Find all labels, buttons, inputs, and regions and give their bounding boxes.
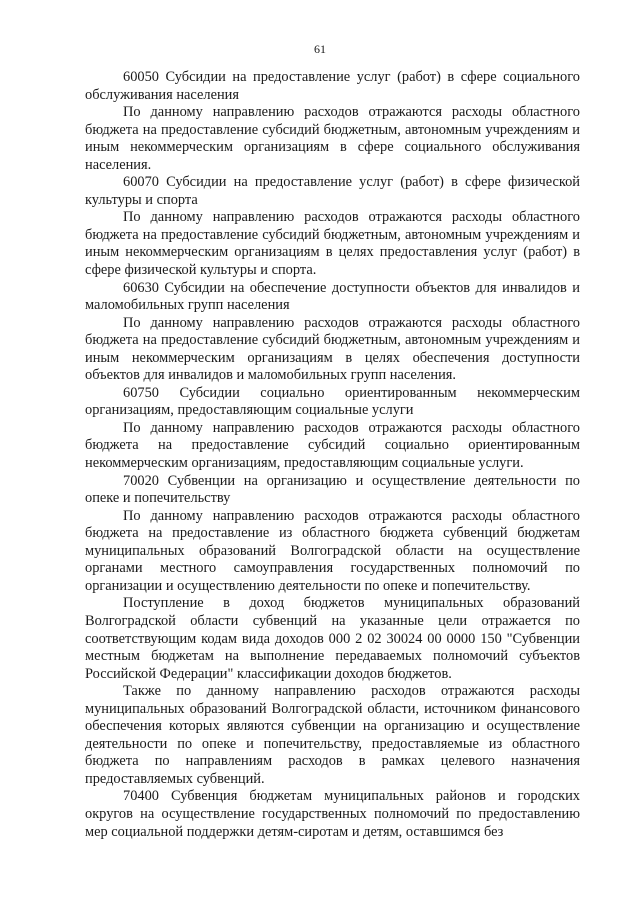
heading-60050: 60050 Субсидии на предоставление услуг (работ) в сфере социального обслуживания населения [85,69,580,103]
paragraph-60630-description: По данному направлению расходов отражаются расходы областного бюджета на предоставление субсидий бюджетным, автономным учреждениям и иным некоммерческим организациям в целях обеспечения доступности объектов для инвалидов и маломобильных групп населения. [85,314,580,384]
heading-60750: 60750 Субсидии социально ориентированным некоммерческим организациям, предоставляющим социальные услуги [85,384,580,419]
heading-60070: 60070 Субсидии на предоставление услуг (работ) в сфере физической культуры и спорта [85,174,580,208]
paragraph-70020-revenue: Поступление в доход бюджетов муниципальных образований Волгоградской области субвенций на указанные цели отражается по соответствующим кодам вида доходов 000 2 02 30024 00 0000 150 "Субвенции местным бюджетам на выполнение передаваемых полномочий субъектов Российской Федерации" классификации доходов бюджетов. [85,595,580,682]
paragraph-70020-municipal: Также по данному направлению расходов отражаются расходы муниципальных образований Волгоградской области, источником финансового обеспечения которых являются субвенции на организацию и осуществление деятельности по опеке и попечительству, предоставляемые из областного бюджета по направлениям расходов в рамках целевого назначения предоставляемых субвенций. [85,683,580,787]
heading-70020: 70020 Субвенции на организацию и осуществление деятельности по опеке и попечительству [85,472,580,507]
paragraph-60070-description: По данному направлению расходов отражаются расходы областного бюджета на предоставление субсидий бюджетным, автономным учреждениям и иным некоммерческим организациям в целях предоставления услуг (работ) в сфере физической культуры и спорта. [85,209,580,279]
heading-70400: 70400 Субвенция бюджетам муниципальных районов и городских округов на осуществление государственных полномочий по предоставлению мер социальной поддержки детям-сиротам и детям, оставшимся без [85,788,580,840]
paragraph-70020-description: По данному направлению расходов отражаются расходы областного бюджета на предоставление из областного бюджета субвенций бюджетам муниципальных образований Волгоградской области на осуществление органами местного самоуправления государственных полномочий по организации и осуществлению деятельности по опеке и попечительству. [85,507,580,594]
heading-60630: 60630 Субсидии на обеспечение доступности объектов для инвалидов и маломобильных групп населения [85,279,580,314]
paragraph-60750-description: По данному направлению расходов отражаются расходы областного бюджета на предоставление субсидий социально ориентированным некоммерческим организациям, предоставляющим социальные услуги. [85,419,580,472]
document-body [85,69,580,841]
page-number: 61 [314,42,326,56]
paragraph-60050-description: По данному направлению расходов отражаются расходы областного бюджета на предоставление субсидий бюджетным, автономным учреждениям и иным некоммерческим организациям в сфере социального обслуживания населения. [85,104,580,173]
